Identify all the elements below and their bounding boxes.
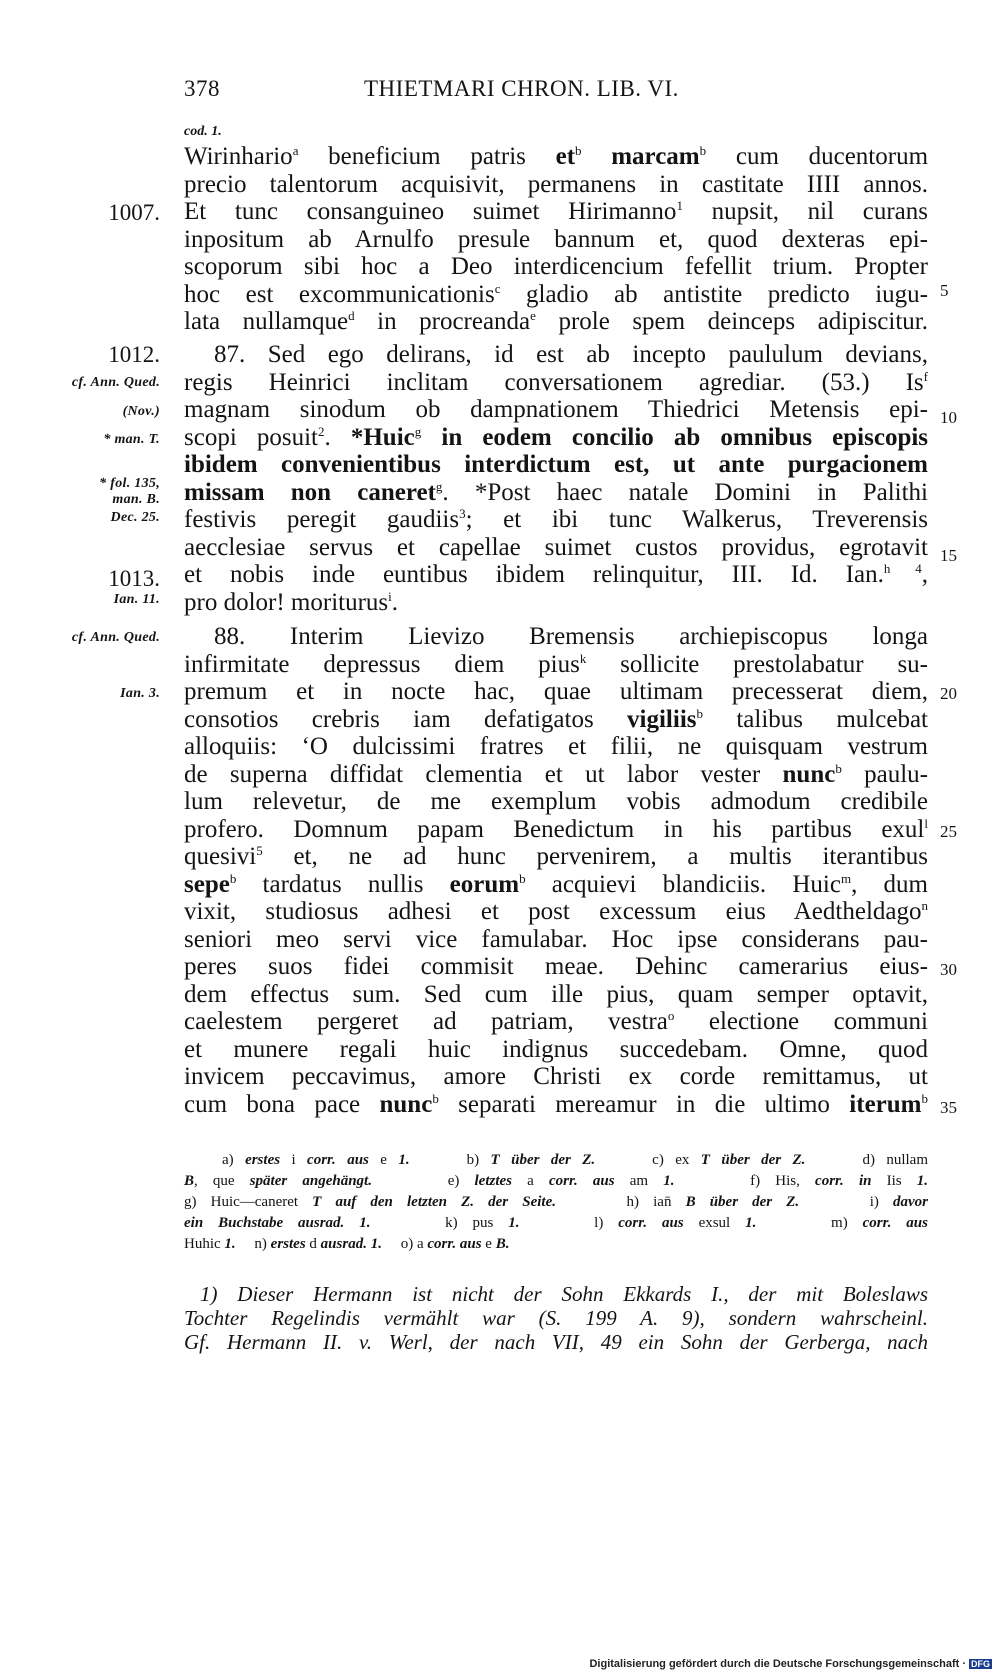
margin-year-1012: 1012. xyxy=(108,342,160,367)
margin-fol-1: * fol. 135, xyxy=(99,476,160,491)
text-line: 88. Interim Lievizo Bremensis archiepiscopus longa xyxy=(214,623,928,650)
text-line: dem effectus sum. Sed cum ille pius, quam semper optavit, xyxy=(184,981,928,1008)
margin-nov: (Nov.) xyxy=(122,404,160,419)
text-line: Wirinhario$^a$ beneficium patris $et^b$ marcam$^b$ cum ducentorum xyxy=(184,143,929,170)
text-line: caelestem pergeret ad patriam, vestra$^o$ electione communi xyxy=(184,1008,929,1035)
text-line: hoc est excommunicationis$^c$ gladio ab antistite predicto iugu- xyxy=(184,281,928,308)
apparatus-line: g) Huic—caneret T auf den letzten Z. der Seite. h) ian̄ B über der Z. i) davor xyxy=(184,1194,928,1210)
text-line: magnam sinodum ob dampnationem Thiedrici Metensis epi- xyxy=(184,396,928,423)
source-note: cod. 1. xyxy=(184,124,222,139)
digitization-footer xyxy=(589,1658,992,1670)
page-number: 378 xyxy=(184,76,220,101)
text-line: seniori meo servi vice famulabar. Hoc ipse considerans pau- xyxy=(184,926,928,953)
margin-fol-2: man. B. xyxy=(112,492,160,507)
margin-ref-ann-qued: cf. Ann. Qued. xyxy=(71,375,160,390)
text-line: de superna diffidat clementia et ut labor vester nunc$^b$ paulu- xyxy=(184,761,928,788)
text-line: quesivi$^5$ et, ne ad hunc pervenirem, a multis iterantibus xyxy=(184,843,928,870)
text-line: profero. Domnum papam Benedictum in his partibus exul$^l$ xyxy=(184,816,928,843)
apparatus-line: a) erstes i corr. aus e 1. b) T über der Z. c) ex T über der Z. d) nullam xyxy=(222,1152,928,1168)
apparatus-line: ein Buchstabe ausrad. 1. k) pus 1. l) corr. aus exsul 1. m) corr. aus xyxy=(184,1215,928,1231)
margin-ian-11: Ian. 11. xyxy=(113,592,160,607)
text-line: 87. Sed ego delirans, id est ab incepto paululum devians, xyxy=(214,341,928,368)
text-line: aecclesiae servus et capellae suimet custos providus, egrotavit xyxy=(184,534,928,561)
text-line: missam non caneret$^g$. *Post haec natale Domini in Palithi xyxy=(184,479,928,506)
text-line: consotios crebris iam defatigatos vigiliis$^b$ talibus mulcebat xyxy=(184,706,928,733)
line-number: 25 xyxy=(940,822,957,841)
margin-man-t: * man. T. xyxy=(103,432,160,447)
commentary-line: Gf. Hermann II. v. Werl, der nach VII, 49 ein Sohn der Gerberga, nach xyxy=(184,1330,928,1354)
text-line: lata nullamque$^d$ in procreanda$^e$ prole spem deinceps adipiscitur. xyxy=(184,308,928,335)
dfg-logo: DFG xyxy=(971,1659,990,1669)
apparatus-line: Huhic 1. n) erstes d ausrad. 1. o) a corr. aus e B. xyxy=(184,1236,510,1252)
text-line: scopi posuit$^2$. *Huic$^g$ in eodem concilio ab omnibus episcopis xyxy=(184,424,929,451)
text-line: sepe$^b$ tardatus nullis eorum$^b$ acquievi blandiciis. Huic$^m$, dum xyxy=(184,871,928,898)
text-line: scoporum sibi hoc a Deo interdicencium fefellit trium. Propter xyxy=(184,253,928,280)
text-line: vixit, studiosus adhesi et post excessum eius Aedtheldago$^n$ xyxy=(184,898,928,925)
line-number: 15 xyxy=(940,546,957,565)
line-number: 5 xyxy=(940,281,949,300)
line-number: 20 xyxy=(940,684,957,703)
commentary-line: Tochter Regelindis vermählt war (S. 199 A. 9), sondern wahrscheinl. xyxy=(184,1306,928,1330)
margin-ref-ann-qued-2: cf. Ann. Qued. xyxy=(71,630,160,645)
commentary-line: 1) Dieser Hermann ist nicht der Sohn Ekkards I., der mit Boleslaws xyxy=(200,1282,928,1306)
text-line: precio talentorum acquisivit, permanens in castitate IIII annos. xyxy=(184,171,928,198)
line-number: 35 xyxy=(940,1098,957,1117)
text-line: infirmitate depressus diem pius$^k$ sollicite prestolabatur su- xyxy=(184,651,928,678)
text-line: lum relevetur, de me exemplum vobis admodum credibile xyxy=(184,788,928,815)
line-number: 10 xyxy=(940,408,957,427)
running-title: THIETMARI CHRON. LIB. VI. xyxy=(364,76,679,101)
text-line: festivis peregit gaudiis$^3$; et ibi tunc Walkerus, Treverensis xyxy=(184,506,928,533)
text-line: pro dolor! moriturus$^i$. xyxy=(184,589,399,616)
apparatus-line: B, que später angehängt. e) letztes a corr. aus am 1. f) His, corr. in Iis 1. xyxy=(184,1173,929,1189)
text-line: cum bona pace nunc$^b$ separati mereamur in die ultimo iterum$^b$ xyxy=(184,1091,928,1118)
text-line: et munere regali huic indignus succedebam. Omne, quod xyxy=(184,1036,928,1063)
margin-ian-3: Ian. 3. xyxy=(120,686,160,701)
text-line: regis Heinrici inclitam conversationem agrediar. (53.) Is$^f$ xyxy=(184,369,928,396)
footer-text: Digitalisierung gefördert durch die Deutsche Forschungsgemeinschaft · xyxy=(589,1658,966,1670)
text-line: alloquiis: ‘O dulcissimi fratres et filii, ne quisquam vestrum xyxy=(184,733,928,760)
text-line: inpositum ab Arnulfo presule bannum et, quod dexteras epi- xyxy=(184,226,928,253)
margin-fol-3: Dec. 25. xyxy=(110,510,160,525)
margin-year-1007: 1007. xyxy=(108,200,160,225)
margin-year-1013: 1013. xyxy=(108,566,160,591)
line-number: 30 xyxy=(940,960,957,979)
text-line: premum et in nocte hac, quae ultimam precesserat diem, xyxy=(184,678,928,705)
text-line: ibidem convenientibus interdictum est, ut ante purgacionem xyxy=(184,451,928,478)
text-line: Et tunc consanguineo suimet Hirimanno$^1$ nupsit, nil curans xyxy=(184,198,928,225)
text-line: et nobis inde euntibus ibidem relinquitur, III. Id. Ian.$^{h 4}$, xyxy=(184,561,928,588)
text-line: peres suos fidei commisit meae. Dehinc camerarius eius- xyxy=(184,953,928,980)
text-line: invicem peccavimus, amore Christi ex corde remittamus, ut xyxy=(184,1063,928,1090)
